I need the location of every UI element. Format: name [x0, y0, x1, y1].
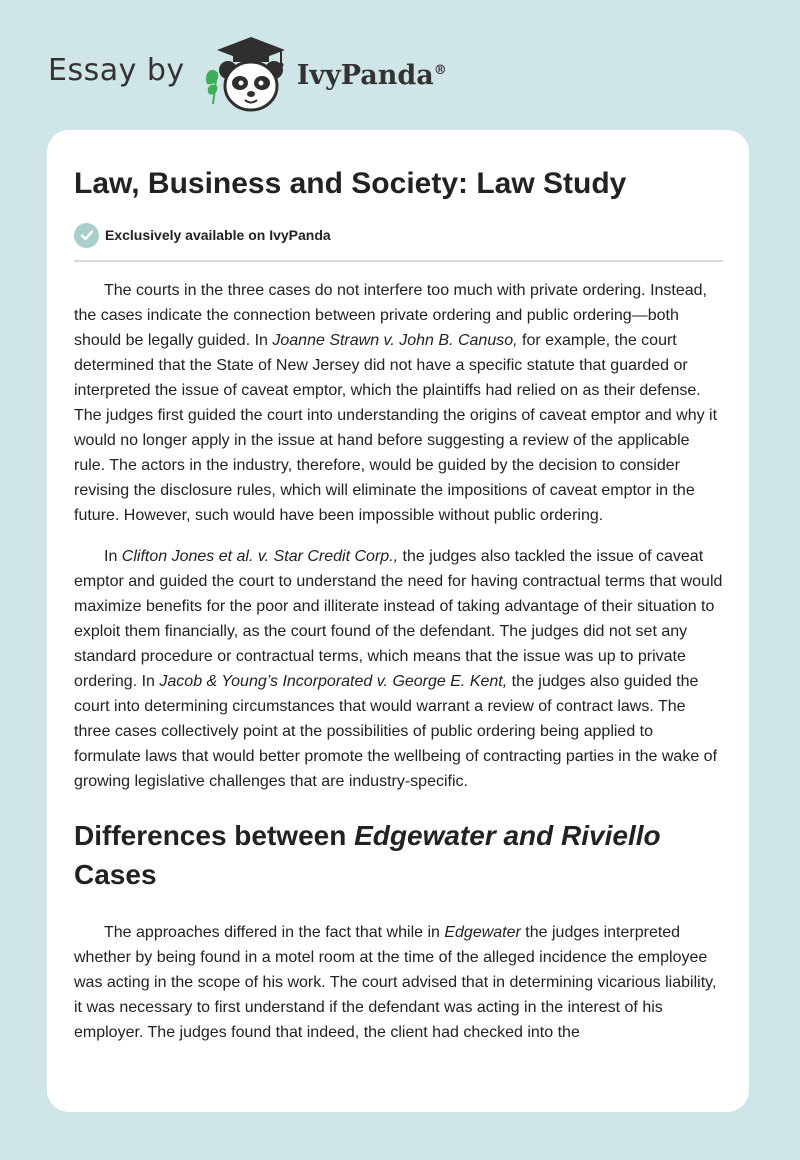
- paragraph-1: The courts in the three cases do not interfere too much with private ordering. Instead, the cases indicate the connection between private ordering and public ordering—both should be legally guided. In Joanne Strawn v. John B. Canuso, for example, the court determined that the State of New Jersey did not have a specific statute that guarded or interpreted the issue of caveat emptor, which the plaintiffs had relied on as their defense. The judges first guided the court into understanding the origins of caveat emptor and why it would no longer apply in the issue at hand before suggesting a review of the applicable rule. The actors in the industry, therefore, would be guided by the decision to consider revising the disclosure rules, which will eliminate the impositions of caveat emptor in the future. However, such would have been impossible without public ordering.: [74, 282, 718, 524]
- article-card: [47, 130, 749, 1112]
- site-logo[interactable]: [48, 34, 447, 114]
- divider: [74, 260, 723, 262]
- logo-prefix: Essay by: [48, 52, 185, 88]
- case-name: Joanne Strawn v. John B. Canuso,: [272, 332, 518, 349]
- paragraph-3: The approaches differed in the fact that while in Edgewater the judges interpreted whether by being found in a motel room at the time of the alleged incidence the employee was acting in the scope of his work. The court advised that in determining vicarious liability, it was necessary to first understand if the defendant was acting in the interest of his employer. The judges found that indeed, the client had checked into the: [74, 924, 717, 1041]
- logo-wordmark: IvyPanda®: [296, 59, 447, 91]
- exclusive-badge: [74, 222, 723, 248]
- article-title: Law, Business and Society: Law Study: [74, 167, 627, 200]
- check-icon: [74, 223, 99, 248]
- case-name: Clifton Jones et al. v. Star Credit Corp.,: [121, 548, 399, 565]
- paragraph-2: In Clifton Jones et al. v. Star Credit Corp., the judges also tackled the issue of caveat emptor and guided the court to understand the need for having contractual terms that would maximize benefits for the poor and illiterate instead of taking advantage of their situation to exploit them financially, as the court found of the defendant. The judges did not set any standard procedure or contractual terms, which means that the issue was up to private ordering. In Jacob & Young’s Incorporated v. George E. Kent, the judges also guided the court into determining circumstances that would warrant a review of contract laws. The three cases collectively point at the possibilities of public ordering being applied to formulate laws that would better promote the wellbeing of contracting parties in the wake of growing legislative challenges that are industry-specific.: [74, 548, 723, 790]
- case-name: Edgewater: [444, 924, 521, 941]
- section-heading: Differences between Edgewater and Riviello Cases: [74, 820, 661, 890]
- exclusive-label: Exclusively available on IvyPanda: [105, 227, 331, 243]
- panda-logo-icon: [199, 34, 295, 114]
- case-name: Jacob & Young’s Incorporated v. George E. Kent,: [159, 673, 508, 690]
